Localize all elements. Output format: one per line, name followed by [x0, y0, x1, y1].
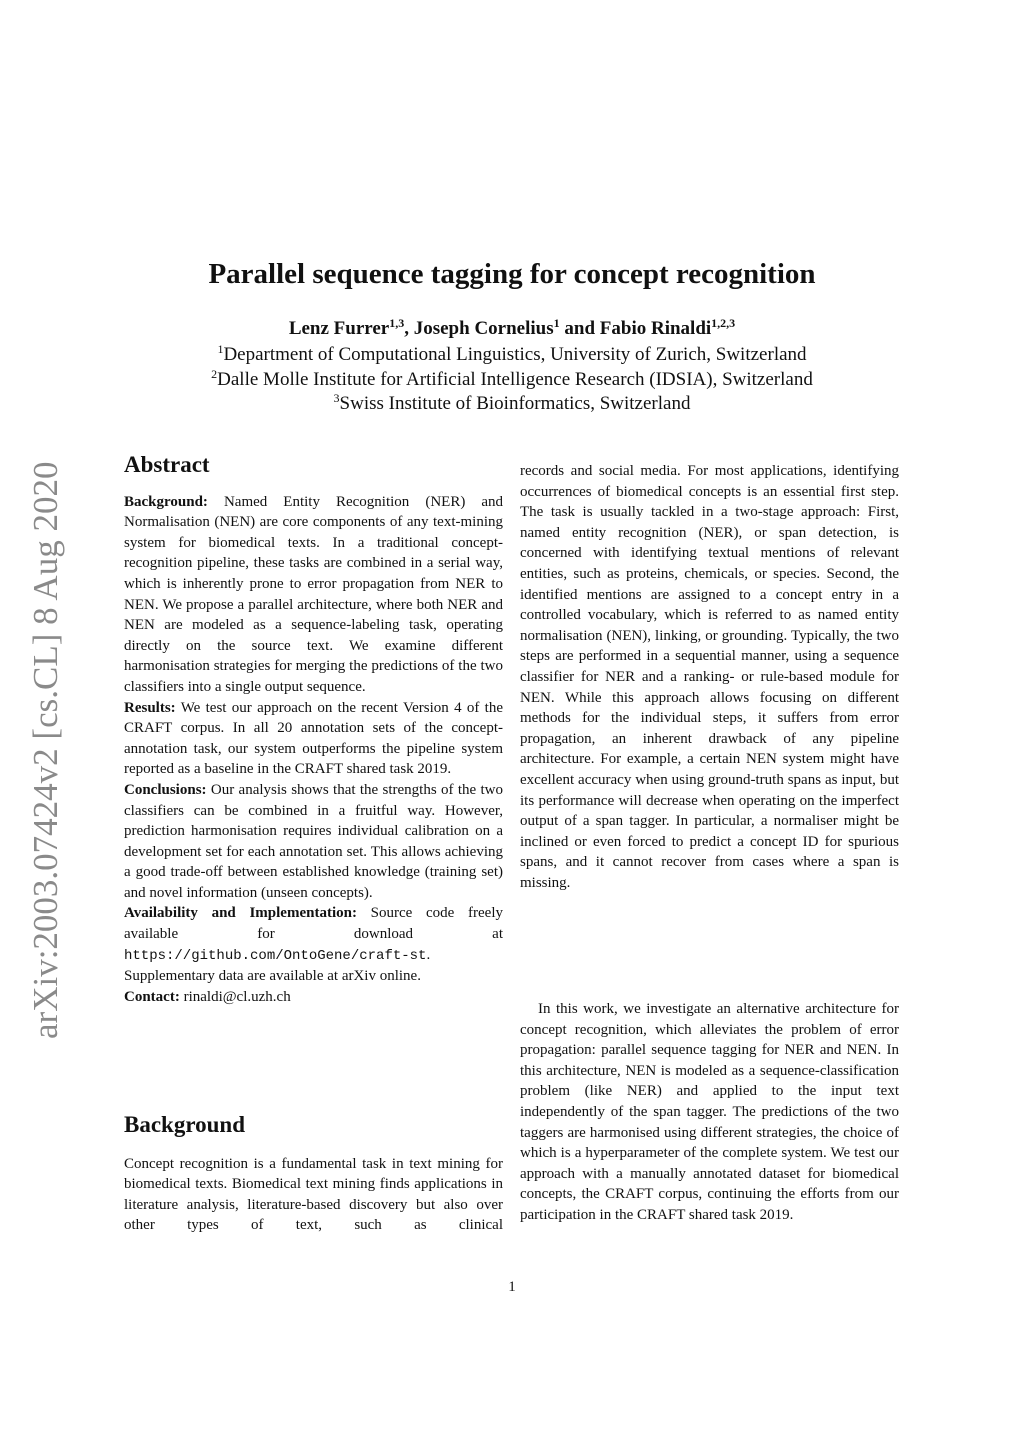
affiliation-marker: 2 [211, 367, 218, 381]
affiliation [0, 369, 1024, 391]
affiliation [0, 393, 1024, 415]
abstract-contact [124, 987, 503, 1008]
author-affil-marker: 1 [553, 316, 560, 330]
background-paragraph-2-block [520, 999, 899, 1226]
paper-title: Parallel sequence tagging for concept recognition [208, 258, 816, 290]
background-paragraph: Concept recognition is a fundamental task in text mining for biomedical texts. Biomedical text mining finds applications in literature analysis, literature-based discovery but also over other types of text, such as clinical [124, 1155, 503, 1234]
affiliation-text: Swiss Institute of Bioinformatics, Switzerland [339, 393, 691, 414]
author-name: Lenz Furrer [288, 318, 390, 339]
abstract-section [124, 452, 504, 1007]
affiliation-marker: 3 [333, 391, 340, 405]
abstract-background [124, 492, 503, 698]
arxiv-stamp: arXiv:2003.07424v2 [cs.CL] 8 Aug 2020 [26, 461, 65, 1039]
page-number: 1 [508, 1279, 516, 1295]
abstract-availability-text: Source code freely available for download at [124, 905, 504, 943]
abstract-availability-label: Availability and Implementation: [124, 905, 357, 922]
affiliation-marker: 1 [217, 342, 224, 356]
background-paragraph-2: In this work, we investigate an alternative architecture for concept recognition, which alleviates the problem of error propagation: parallel sequence tagging for NER and NEN. In this architecture, NEN is modeled as a sequence-classification problem (like NER) and applied to the input text independently of the span tagger. The predictions of the two taggers are harmonised using different strategies, the choice of which is a hyperparameter of the complete system. We test our approach with a manually annotated dataset for biomedical concepts, the CRAFT corpus, continuing the efforts from our participation in the CRAFT shared task 2019. [520, 1001, 899, 1223]
author-name: Joseph Cornelius [413, 318, 554, 339]
background-section [124, 1112, 503, 1236]
author-name: Fabio Rinaldi [599, 318, 712, 339]
abstract-availability-text-2: . Supplementary data are available at arXiv online. [124, 946, 431, 985]
abstract-contact-label: Contact: [124, 988, 180, 1005]
background-heading: Background [124, 1112, 246, 1137]
source-code-link[interactable]: https://github.com/OntoGene/craft-st [124, 947, 427, 964]
background-paragraph-continued: records and social media. For most applications, identifying occurrences of biomedical concepts is an essential first step. The task is usually tackled in a two-stage approach: First, named entity recognition (NER), or span detection, is concerned with identifying textual mentions of relevant entities, such as proteins, chemicals, or species. Second, the identified mentions are assigned to a concept entry in a controlled vocabulary, which is referred to as named entity normalisation (NEN), linking, or grounding. Typically, the two steps are performed in a sequential manner, using a sequence classifier for NER and a ranking- or rule-based module for NEN. While this approach allows focusing on different methods for the individual steps, it suffers from error propagation, an inherent drawback of any pipeline architecture. For example, a certain NEN system might have excellent accuracy when using ground-truth spans as input, but its performance will decrease when operating on the imperfect output of a span tagger. In particular, a normaliser might be inclined or even forced to predict a concept ID for spurious spans, and it cannot recover from cases where a span is missing. [520, 463, 899, 891]
author-separator: and [559, 318, 600, 339]
abstract-conclusions-label: Conclusions: [124, 781, 207, 798]
affiliation-text: Department of Computational Linguistics, University of Zurich, Switzerland [223, 344, 807, 365]
author-separator: , [404, 318, 414, 339]
abstract-heading: Abstract [124, 452, 210, 477]
affiliation [0, 344, 1024, 366]
abstract-results-label: Results: [124, 699, 176, 716]
contact-email[interactable]: rinaldi@cl.uzh.ch [183, 988, 291, 1005]
author-list [0, 318, 1024, 340]
author-affil-marker: 1,2,3 [711, 316, 736, 330]
abstract-conclusions [124, 780, 503, 904]
author-affil-marker: 1,3 [389, 316, 405, 330]
abstract-background-text: Named Entity Recognition (NER) and Normalisation (NEN) are core components of any text-mining system for biomedical texts. In a traditional concept-recognition pipeline, these tasks are combined in a serial way, which is inherently prone to error propagation from NER to NEN. We propose a parallel architecture, where both NER and NEN are modeled as a sequence-labeling task, operating directly on the source text. We examine different harmonisation strategies for merging the predictions of the two classifiers into a single output sequence. [124, 493, 504, 695]
background-continued [520, 461, 899, 893]
affiliation-text: Dalle Molle Institute for Artificial Intelligence Research (IDSIA), Switzerland [217, 369, 813, 390]
abstract-availability [124, 903, 503, 986]
abstract-conclusions-text: Our analysis shows that the strengths of the two classifiers can be combined in a fruitful way. However, prediction harmonisation requires individual calibration on a development set for each annotation set. This allows achieving a good trade-off between established knowledge (training set) and novel information (unseen concepts). [124, 781, 504, 901]
abstract-results-text: We test our approach on the recent Version 4 of the CRAFT corpus. In all 20 annotation sets of the concept-annotation task, our system outperforms the pipeline system reported as a baseline in the CRAFT shared task 2019. [124, 699, 504, 778]
abstract-background-label: Background: [124, 493, 208, 510]
abstract-results [124, 698, 503, 780]
